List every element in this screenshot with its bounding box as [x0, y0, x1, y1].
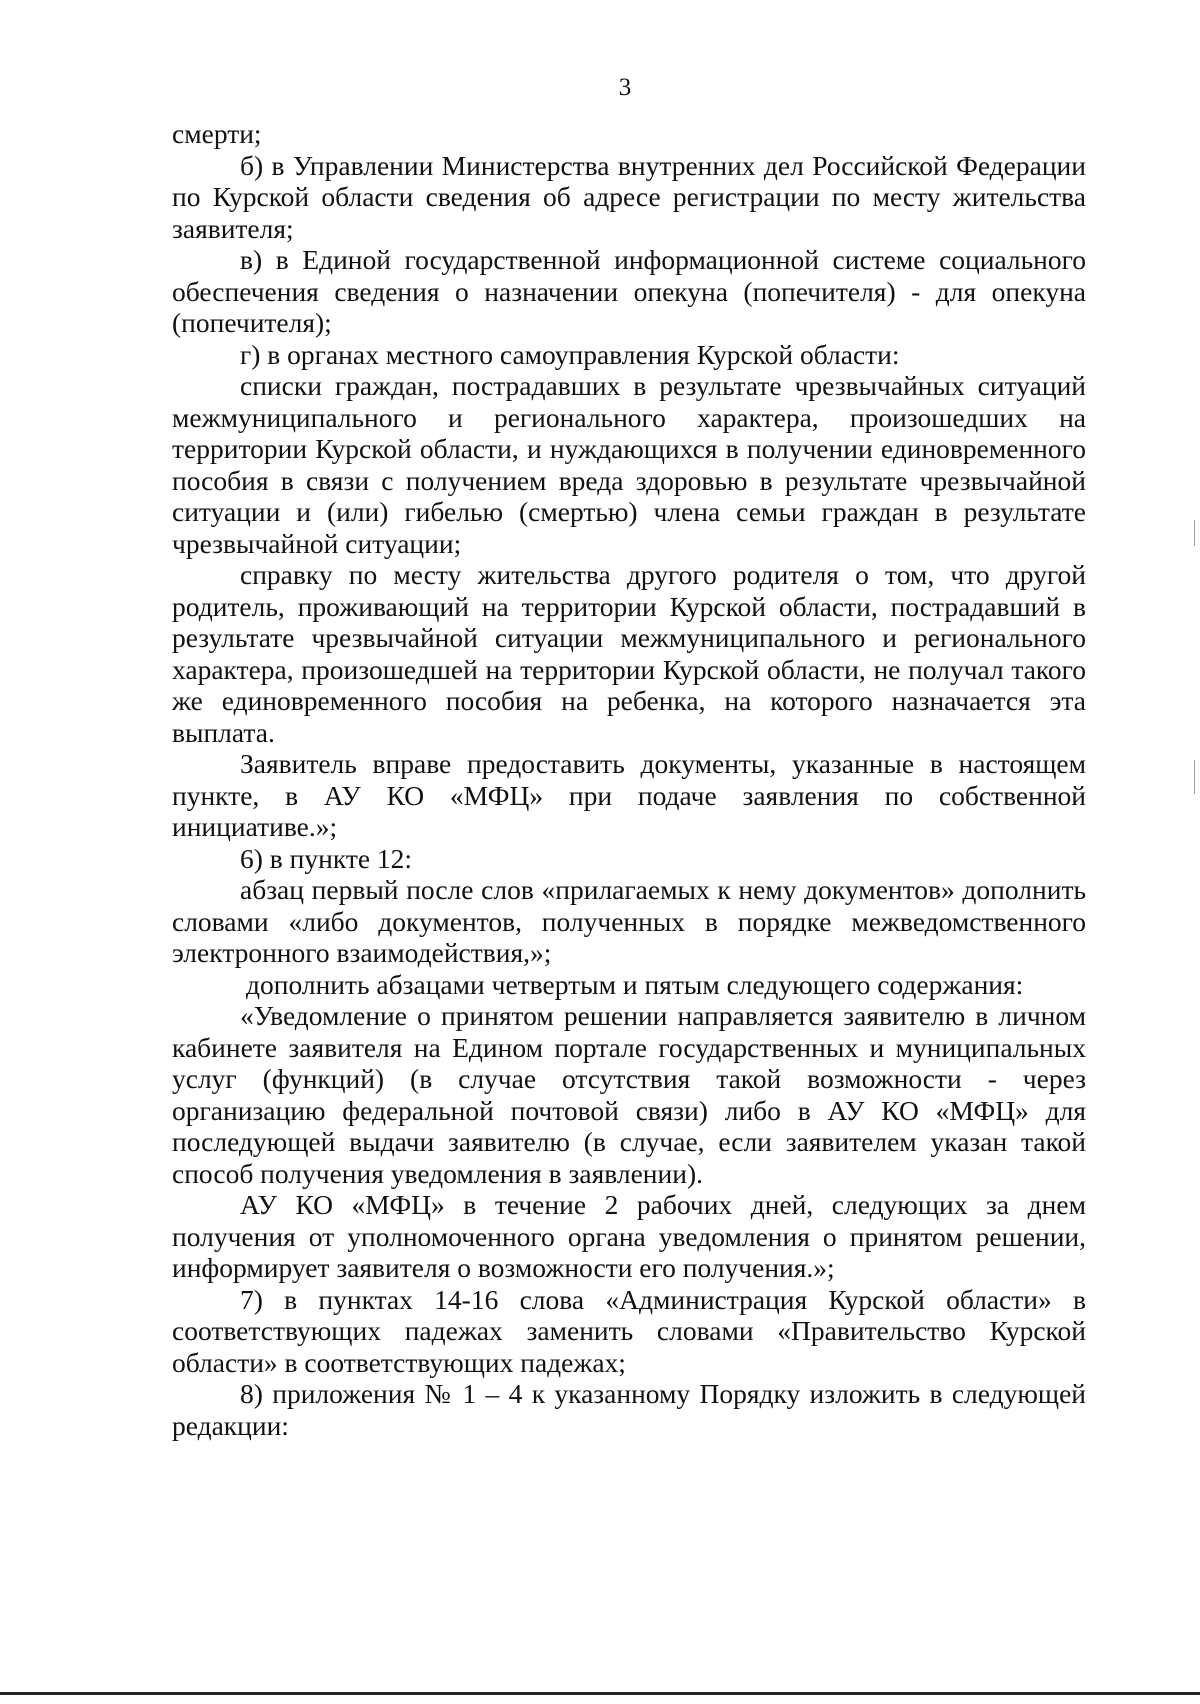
paragraph-continuation: смерти; — [172, 118, 262, 149]
scan-artifact-mark — [1194, 520, 1195, 546]
paragraph-notification: «Уведомление о принятом решении направляется заявителю в личном кабинете заявителя на Едином портале государственных и муниципальных услуг (функций) (в случае отсутствия такой возможности - через организацию федеральной почтовой связи) либо в АУ КО «МФЦ» для последующей выдачи заявителю (в случае, если заявителем указан такой способ получения уведомления в заявлении). — [172, 1000, 1086, 1189]
paragraph-certificate: справку по месту жительства другого родителя о том, что другой родитель, проживающий на территории Курской области, пострадавший в результате чрезвычайной ситуации межмуниципального и регионального характера, произошедшей на территории Курской области, не получал такого же единовременного пособия на ребенка, на которого назначается эта выплата. — [172, 559, 1086, 748]
paragraph-applicant-right: Заявитель вправе предоставить документы, указанные в настоящем пункте, в АУ КО «МФЦ» при подаче заявления по собственной инициативе.»; — [172, 748, 1086, 842]
paragraph-item-7: 7) в пунктах 14-16 слова «Администрация Курской области» в соответствующих падежах заменить словами «Правительство Курской области» в соответствующих падежах; — [172, 1283, 1086, 1378]
paragraph-item-b: б) в Управлении Министерства внутренних дел Российской Федерации по Курской области сведения об адресе регистрации по месту жительства заявителя; — [172, 149, 1086, 244]
paragraph-supplement: дополнить абзацами четвертым и пятым следующего содержания: — [246, 968, 1024, 1000]
paragraph-item-8: 8) приложения № 1 – 4 к указанному Порядку изложить в следующей редакции: — [172, 1378, 1086, 1441]
paragraph-lists: списки граждан, пострадавших в результате чрезвычайных ситуаций межмуниципального и регионального характера, произошедших на территории Курской области, и нуждающихся в получении единовременного пособия в связи с получением вреда здоровью в результате чрезвычайной ситуации и (или) гибелью (смертью) члена семьи граждан в результате чрезвычайной ситуации; — [172, 370, 1086, 559]
paragraph-item-6: 6) в пункте 12: — [240, 842, 413, 874]
page-number: 3 — [618, 74, 632, 101]
document-body — [172, 118, 1086, 1441]
paragraph-first-abzats: абзац первый после слов «прилагаемых к нему документов» дополнить словами «либо документов, полученных в порядке межведомственного электронного взаимодействия,»; — [172, 874, 1086, 968]
scan-artifact-mark — [1194, 760, 1195, 794]
paragraph-item-g: г) в органах местного самоуправления Курской области: — [240, 338, 900, 370]
paragraph-item-v: в) в Единой государственной информационной системе социального обеспечения сведения о назначении опекуна (попечителя) - для опекуна (попечителя); — [172, 244, 1086, 338]
paragraph-mfc-inform: АУ КО «МФЦ» в течение 2 рабочих дней, следующих за днем получения от уполномоченного органа уведомления о принятом решении, информирует заявителя о возможности его получения.»; — [172, 1189, 1086, 1283]
scan-edge-line — [0, 1692, 1200, 1695]
